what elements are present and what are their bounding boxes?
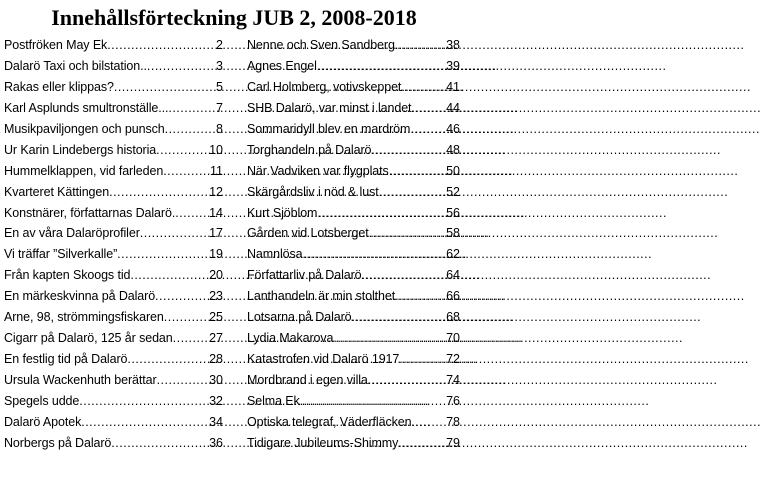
dot-leader (371, 143, 444, 157)
toc-entry (4, 415, 223, 436)
dot-leader (411, 415, 444, 429)
dot-leader (369, 226, 444, 240)
dot-leader (401, 80, 444, 94)
toc-entry-title: Ursula Wackenhuth berättar (4, 373, 157, 387)
toc-left-column (4, 38, 223, 457)
dot-leader (302, 247, 444, 261)
dot-leader (140, 226, 207, 240)
toc-entry-title: Sommaridyll blev en mardröm (247, 121, 411, 136)
toc-entry-page: 30 (209, 373, 223, 387)
toc-entry (4, 185, 223, 206)
toc-entry-page: 2 (216, 38, 223, 52)
toc-entry-title: Vi träffar ”Silverkalle” (4, 247, 118, 262)
toc-entry-page: 50 (446, 163, 460, 178)
dot-leader (107, 38, 207, 52)
toc-entry (247, 394, 460, 415)
toc-entry-title: En av våra Dalaröprofiler (4, 226, 140, 241)
toc-entry-title: Namnlösa (247, 247, 303, 262)
toc-entry (4, 59, 223, 80)
toc-entry (4, 101, 223, 122)
toc-entry-title: Hummelklappen, vid farleden (4, 163, 164, 178)
toc-entry (4, 289, 223, 310)
toc-entry-title: En festlig tid på Dalarö (4, 352, 128, 367)
toc-entry (247, 80, 460, 101)
dot-leader (165, 122, 207, 136)
dot-leader (127, 352, 207, 366)
toc-entry (247, 122, 460, 143)
toc-entry-page: 32 (209, 393, 223, 408)
toc-entry-page: 34 (209, 414, 223, 429)
toc-entry (247, 310, 460, 331)
dot-leader (175, 206, 207, 220)
dot-leader (164, 310, 207, 324)
toc-entry-page: 44 (446, 100, 460, 115)
toc-entry (4, 394, 223, 415)
toc-entry-page: 46 (446, 121, 460, 136)
toc-entry-page: 39 (446, 58, 460, 73)
toc-entry-title: Rakas eller klippas? (4, 79, 114, 94)
toc-entry-page: 66 (446, 289, 460, 304)
toc-entry-page: 12 (209, 184, 223, 199)
dot-leader (156, 143, 207, 157)
dot-leader (398, 436, 444, 450)
toc-entry-title: Lotsarna på Dalarö (247, 310, 352, 325)
toc-entry-page: 41 (446, 79, 460, 94)
toc-entry-page: 48 (446, 142, 460, 157)
toc-entry-page: 20 (209, 268, 223, 283)
toc-right-column (247, 38, 460, 457)
toc-entry-title: Agnes Engel (247, 58, 317, 73)
toc-entry (247, 143, 460, 164)
dot-leader (130, 268, 207, 282)
dot-leader (395, 289, 444, 303)
toc-entry (4, 226, 223, 247)
toc-entry-title: Ur Karin Lindebergs historia (4, 142, 157, 157)
dot-leader (317, 206, 444, 220)
toc-entry-title: Karl Asplunds smultronställe... (4, 100, 169, 115)
toc-entry-title: Lydia Makarova (247, 331, 334, 346)
toc-entry-page: 58 (446, 226, 460, 241)
toc-entry (247, 373, 460, 394)
toc-entry (247, 247, 460, 268)
toc-entry-page: 28 (209, 352, 223, 367)
dot-leader (157, 373, 207, 387)
toc-entry (247, 289, 460, 310)
toc-entry-title: Norbergs på Dalarö (4, 435, 112, 450)
toc-entry (4, 143, 223, 164)
toc-entry-title: Tidigare Jubileums-Shimmy (247, 435, 399, 450)
toc-entry-page: 68 (446, 310, 460, 325)
toc-entry (4, 436, 223, 457)
toc-entry-title: Författarliv på Dalarö (247, 268, 362, 283)
dot-leader (399, 352, 444, 366)
toc-entry (247, 352, 460, 373)
toc-entry-title: Dalarö Taxi och bilstation.. (4, 58, 147, 73)
toc-entry-title: Skärgårdsliv i nöd & lust (247, 184, 379, 199)
toc-entry-title: Dalarö Apotek (4, 414, 82, 429)
toc-entry-title: En märkeskvinna på Dalarö (4, 289, 156, 304)
dot-leader (368, 373, 444, 387)
toc-entry-title: Katastrofen vid Dalarö 1917 (247, 352, 400, 367)
dot-leader (379, 185, 444, 199)
dot-leader (411, 101, 444, 115)
toc-entry-title: SHB Dalarö, var minst i landet (247, 100, 412, 115)
toc-entry-page: 3 (216, 58, 223, 73)
toc-entry-page: 27 (209, 331, 223, 346)
toc-entry (4, 247, 223, 268)
toc-entry-page: 5 (216, 79, 223, 94)
dot-leader (352, 310, 444, 324)
toc-entry-page: 38 (446, 38, 460, 52)
toc-entry (4, 122, 223, 143)
toc-entry-page: 23 (209, 289, 223, 304)
toc-entry-title: Arne, 98, strömmingsfiskaren (4, 310, 164, 325)
dot-leader (109, 185, 207, 199)
toc-entry (247, 164, 460, 185)
toc-entry (247, 268, 460, 289)
toc-entry (247, 38, 460, 59)
toc-entry-page: 78 (446, 414, 460, 429)
toc-entry-page: 19 (209, 247, 223, 262)
toc-entry-title: Musikpaviljongen och punsch (4, 121, 165, 136)
toc-entry-title: När Vadviken var flygplats (247, 163, 389, 178)
toc-entry-page: 25 (209, 310, 223, 325)
toc-entry-page: 7 (216, 100, 223, 115)
toc-entry-title: Optiska telegraf, Väderfläcken (247, 414, 412, 429)
toc-entry (4, 310, 223, 331)
toc-entry (4, 80, 223, 101)
dot-leader (111, 436, 207, 450)
toc-entry (4, 352, 223, 373)
dot-leader (163, 164, 207, 178)
toc-entry-title: Kurt Sjöblom (247, 205, 318, 220)
dot-leader (317, 59, 444, 73)
toc-entry (4, 206, 223, 227)
toc-entry-page: 17 (209, 226, 223, 241)
toc-entry (4, 268, 223, 289)
dot-leader (362, 268, 444, 282)
toc-entry-page: 72 (446, 352, 460, 367)
toc-entry-title: Postfröken May Ek (4, 38, 108, 52)
dot-leader (168, 101, 207, 115)
dot-leader (155, 289, 207, 303)
toc-entry-title: Nenne och Sven Sandberg (247, 38, 395, 52)
dot-leader (79, 394, 207, 408)
toc-entry-title: Från kapten Skoogs tid (4, 268, 131, 283)
toc-entry (4, 38, 223, 59)
dot-leader (395, 38, 444, 52)
toc-entry (247, 185, 460, 206)
toc-entry-title: Carl Holmberg, votivskeppet (247, 79, 402, 94)
toc-entry-page: 36 (209, 435, 223, 450)
toc-entry-page: 11 (210, 163, 223, 178)
toc-entry (247, 226, 460, 247)
toc-entry-title: Cigarr på Dalarö, 125 år sedan (4, 331, 173, 346)
toc-entry-page: 70 (446, 331, 460, 346)
dot-leader (117, 247, 207, 261)
toc-entry (4, 164, 223, 185)
dot-leader (173, 331, 207, 345)
toc-entry (247, 101, 460, 122)
toc-entry (247, 415, 460, 436)
toc-entry (247, 331, 460, 352)
dot-leader (410, 122, 444, 136)
toc-entry-page: 64 (446, 268, 460, 283)
dot-leader (389, 164, 444, 178)
toc-entry-title: Kvarteret Kättingen (4, 184, 110, 199)
toc-entry-page: 62 (446, 247, 460, 262)
toc-entry-title: Konstnärer, författarnas Dalarö. (4, 205, 176, 220)
toc-entry-page: 56 (446, 205, 460, 220)
toc-entry-page: 8 (216, 121, 223, 136)
toc-entry-title: Selma Ek (247, 393, 300, 408)
toc-entry-page: 79 (446, 435, 460, 450)
dot-leader (333, 331, 444, 345)
toc-entry-title: Lanthandeln är min stolthet (247, 289, 396, 304)
toc-entry-page: 10 (209, 142, 223, 157)
toc-entry-title: Torghandeln på Dalarö (247, 142, 372, 157)
toc-entry-title: Spegels udde (4, 393, 80, 408)
toc-entry (247, 59, 460, 80)
page-title: Innehållsförteckning JUB 2, 2008-2018 (51, 5, 417, 30)
toc-entry (247, 436, 460, 457)
toc-entry (4, 331, 223, 352)
toc-entry-page: 14 (209, 205, 223, 220)
toc-entry-page: 76 (446, 393, 460, 408)
toc-entry-title: Gården vid Lotsberget (247, 226, 369, 241)
toc-entry-title: Mordbrand i egen villa (247, 373, 368, 387)
dot-leader (81, 415, 207, 429)
toc-entry (4, 373, 223, 394)
toc-entry-page: 74 (446, 373, 460, 387)
toc-entry-page: 52 (446, 184, 460, 199)
dot-leader (114, 80, 207, 94)
dot-leader (147, 59, 207, 73)
dot-leader (300, 394, 444, 408)
toc-entry (247, 206, 460, 227)
